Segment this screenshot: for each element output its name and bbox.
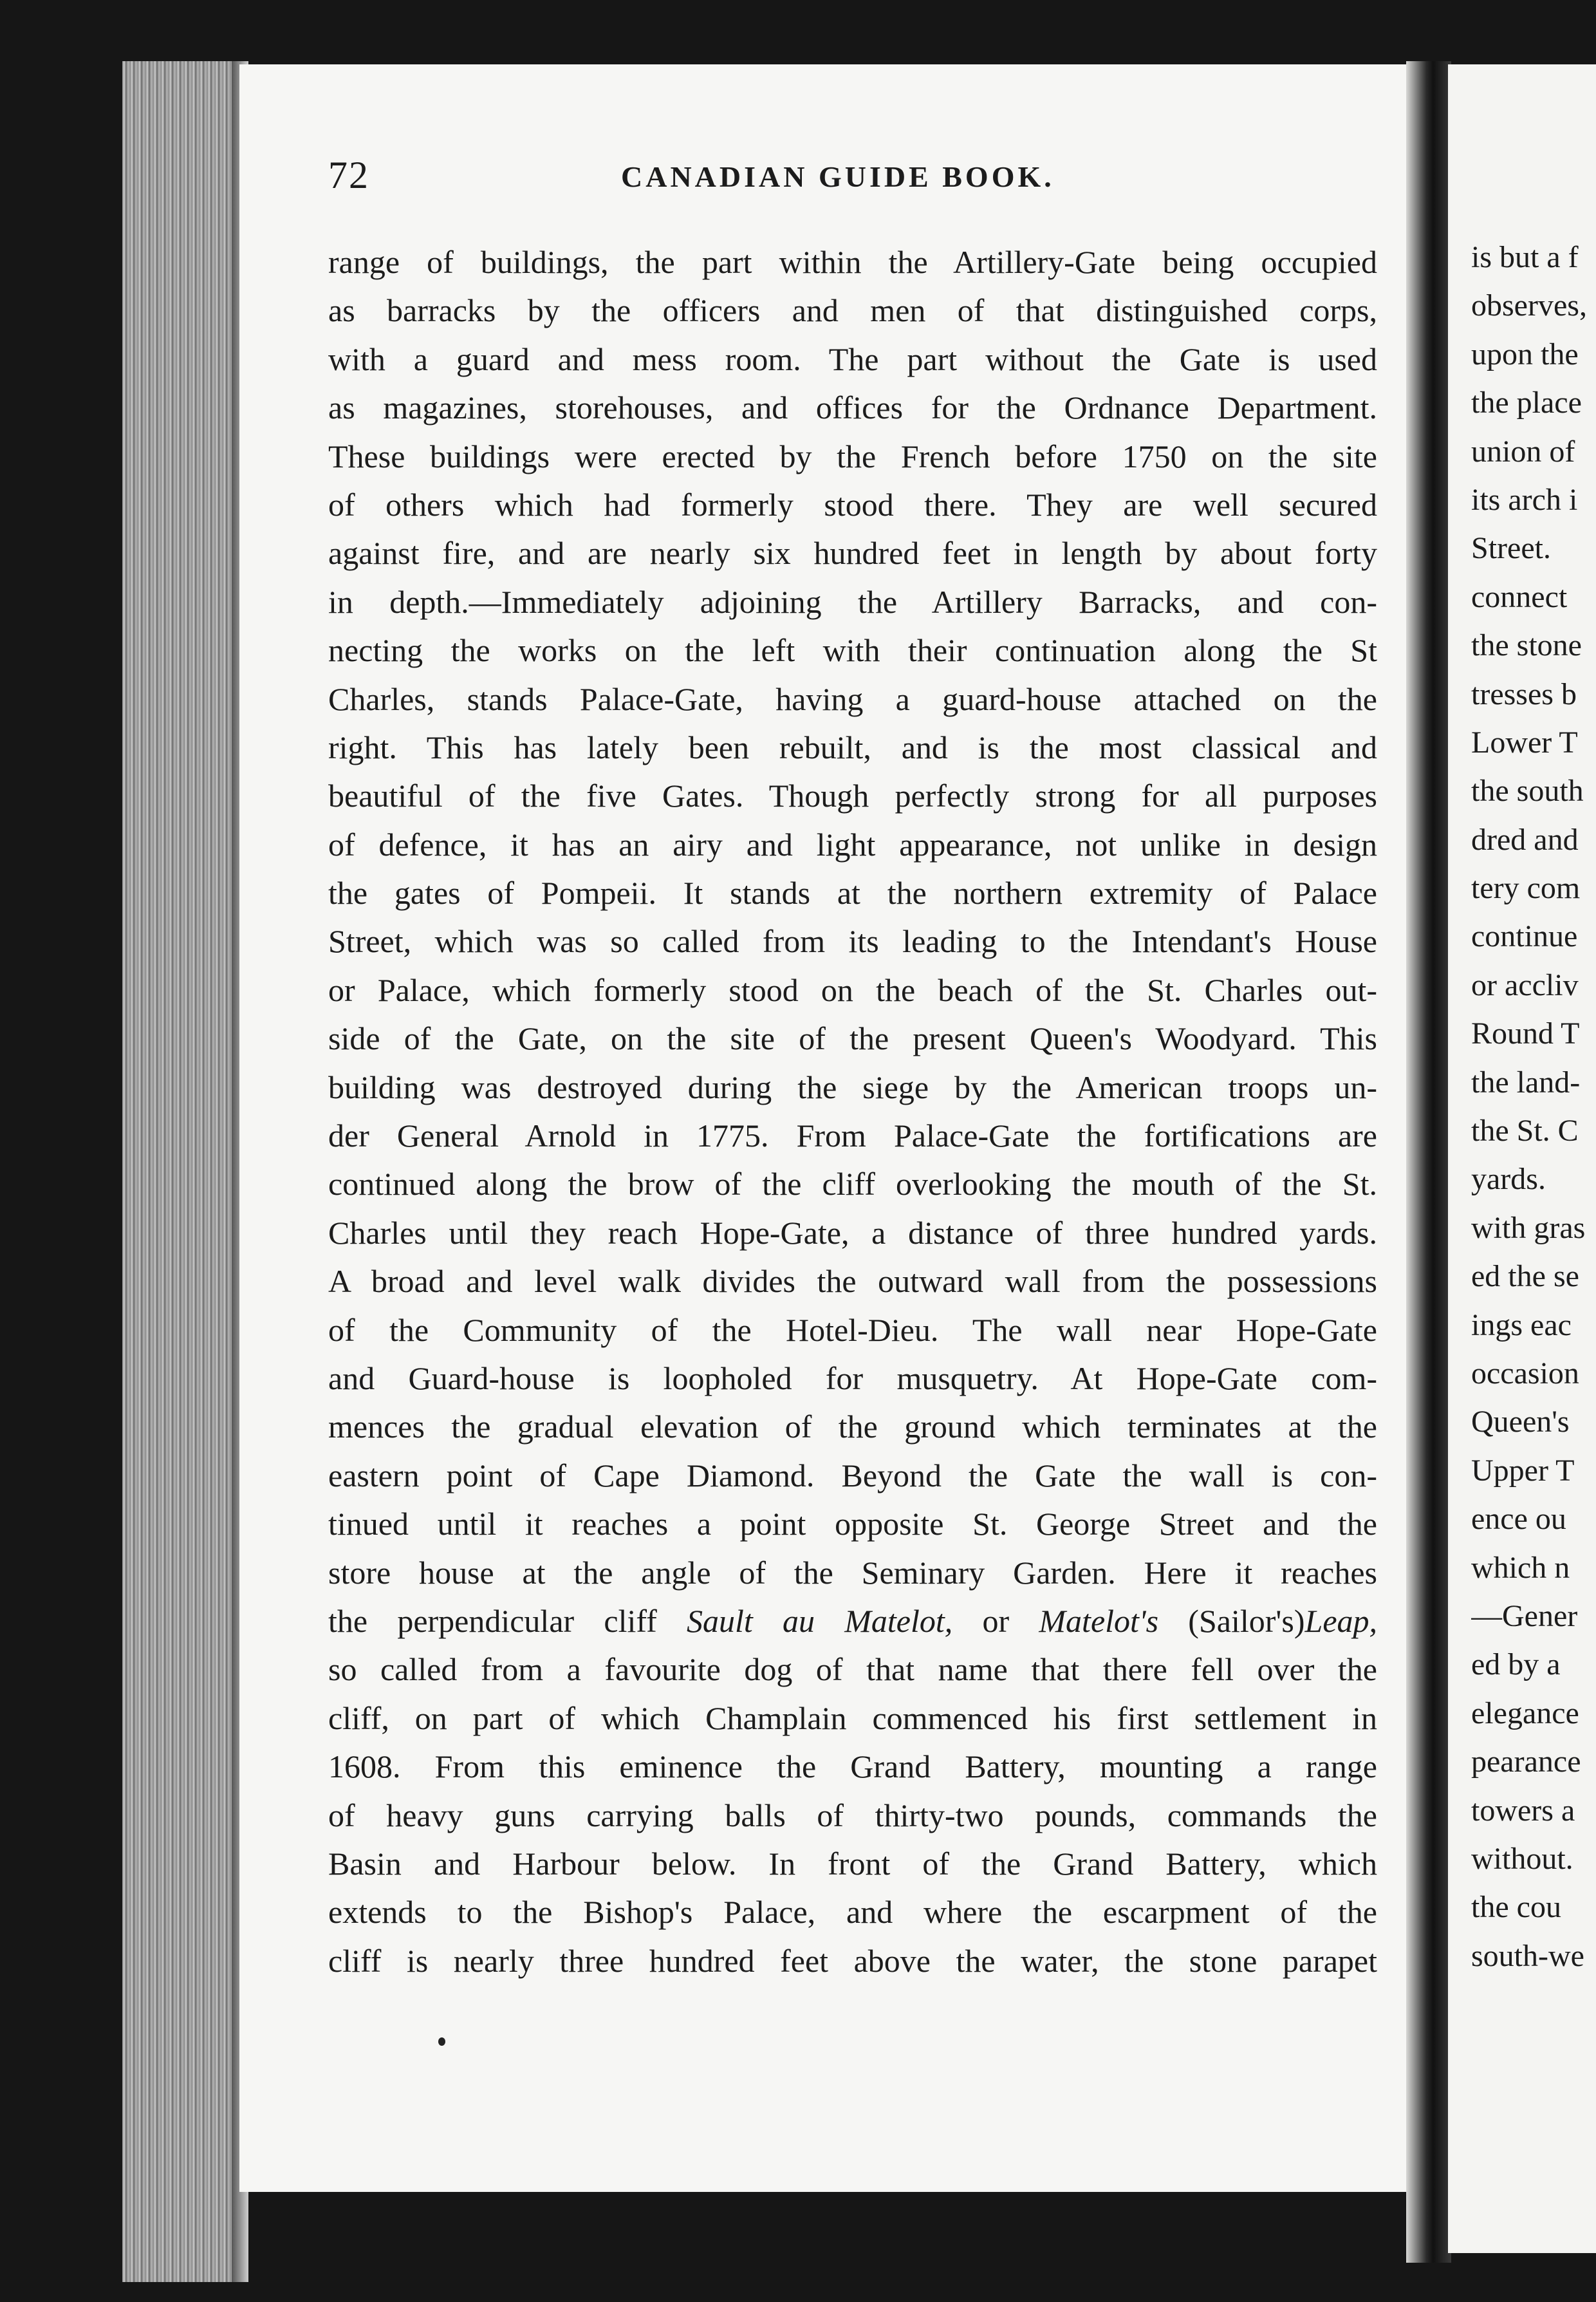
- text-line: continued along the brow of the cliff overlooking the mouth of the St.: [328, 1166, 1377, 1202]
- right-page-line: pearance: [1471, 1745, 1581, 1779]
- text-line: of heavy guns carrying balls of thirty-two pounds, commands the: [328, 1797, 1377, 1833]
- text-line: as barracks by the officers and men of that distinguished corps,: [328, 292, 1377, 329]
- right-page-line: tery com: [1471, 871, 1581, 906]
- text-line: extends to the Bishop's Palace, and where the escarpment of the: [328, 1894, 1377, 1931]
- right-page-line: elegance: [1471, 1696, 1579, 1730]
- right-page-line: Lower T: [1471, 725, 1578, 760]
- right-page-line: the St. C: [1471, 1114, 1579, 1148]
- text-line: with a guard and mess room. The part without the Gate is used: [328, 341, 1377, 377]
- text-line: Charles, stands Palace-Gate, having a guard-house attached on the: [328, 680, 1377, 717]
- right-page-line: the place: [1471, 386, 1582, 420]
- right-page-line: ed by a: [1471, 1647, 1561, 1682]
- right-page-line: the cou: [1471, 1890, 1561, 1925]
- right-page-text: [1471, 233, 1596, 1980]
- right-page-line: connect: [1471, 579, 1568, 614]
- text-line: against fire, and are nearly six hundred feet in length by about forty: [328, 535, 1377, 572]
- right-page-line: south-we: [1471, 1938, 1584, 1973]
- italic-phrase: Leap,: [1304, 1602, 1377, 1639]
- line-text: or: [952, 1602, 1039, 1639]
- right-page-line: ings eac: [1471, 1307, 1572, 1342]
- line-text: the perpendicular cliff: [328, 1602, 657, 1639]
- text-line: of others which had formerly stood there. They are well secured: [328, 486, 1377, 523]
- right-page-line: the south: [1471, 774, 1584, 809]
- right-page-line: observes,: [1471, 288, 1587, 323]
- right-page-line: which n: [1471, 1550, 1570, 1585]
- right-page-line: towers a: [1471, 1793, 1575, 1828]
- running-head: CANADIAN GUIDE BOOK.: [621, 160, 1055, 193]
- body-text: [328, 238, 1377, 1985]
- right-page-line: continue: [1471, 919, 1578, 954]
- right-page-line: the land-: [1471, 1065, 1581, 1100]
- page-number: 72: [328, 154, 369, 196]
- text-line: 1608. From this eminence the Grand Battery, mounting a range: [328, 1748, 1377, 1785]
- right-page-line: union of: [1471, 434, 1575, 469]
- right-page-line: —Gener: [1471, 1598, 1578, 1633]
- italic-phrase: Matelot's: [1039, 1602, 1159, 1639]
- text-line: beautiful of the five Gates. Though perfectly strong for all purposes: [328, 778, 1377, 814]
- text-line: cliff is nearly three hundred feet above the water, the stone parapet: [328, 1942, 1377, 1979]
- text-line: building was destroyed during the siege by the American troops un-: [328, 1069, 1377, 1105]
- text-line: or Palace, which formerly stood on the beach of the St. Charles out-: [328, 971, 1377, 1008]
- right-page-line: with gras: [1471, 1210, 1586, 1245]
- text-line: in depth.—Immediately adjoining the Artillery Barracks, and con-: [328, 583, 1377, 620]
- text-line: [328, 1597, 1377, 1645]
- right-page: [1448, 64, 1596, 2253]
- text-line: These buildings were erected by the French before 1750 on the site: [328, 438, 1377, 474]
- text-line: mences the gradual elevation of the ground which terminates at the: [328, 1408, 1377, 1445]
- right-page-line: Round T: [1471, 1016, 1580, 1051]
- right-page-line: or accliv: [1471, 968, 1579, 1002]
- right-page-line: occasion: [1471, 1356, 1579, 1390]
- right-page-line: without.: [1471, 1841, 1573, 1876]
- text-line: eastern point of Cape Diamond. Beyond the Gate the wall is con-: [328, 1457, 1377, 1493]
- right-page-line: Upper T: [1471, 1453, 1575, 1488]
- page-header: [328, 153, 1387, 205]
- right-page-line: is but a f: [1471, 240, 1579, 274]
- stray-ink-mark: [438, 2037, 445, 2046]
- text-line: der General Arnold in 1775. From Palace-Gate the fortifications are: [328, 1118, 1377, 1154]
- right-page-line: dred and: [1471, 822, 1579, 857]
- right-page-line: yards.: [1471, 1162, 1546, 1197]
- text-line: Street, which was so called from its leading to the Intendant's House: [328, 923, 1377, 960]
- text-line: the gates of Pompeii. It stands at the northern extremity of Palace: [328, 875, 1377, 912]
- right-page-line: Queen's: [1471, 1405, 1570, 1439]
- text-line: store house at the angle of the Seminary Garden. Here it reaches: [328, 1554, 1377, 1591]
- text-line: tinued until it reaches a point opposite St. George Street and the: [328, 1506, 1377, 1542]
- text-line: so called from a favourite dog of that name that there fell over the: [328, 1651, 1377, 1688]
- text-line: of defence, it has an airy and light appearance, not unlike in design: [328, 826, 1377, 863]
- text-line: Charles until they reach Hope-Gate, a distance of three hundred yards.: [328, 1214, 1377, 1251]
- book-gutter: [1406, 61, 1451, 2263]
- right-page-line: ed the se: [1471, 1259, 1579, 1294]
- line-text: (Sailor's): [1158, 1602, 1305, 1639]
- text-line: A broad and level walk divides the outward wall from the possessions: [328, 1263, 1377, 1300]
- right-page-line: upon the: [1471, 337, 1579, 371]
- text-line: of the Community of the Hotel-Dieu. The wall near Hope-Gate: [328, 1311, 1377, 1348]
- text-line: range of buildings, the part within the Artillery-Gate being occupied: [328, 244, 1377, 280]
- book-page-edges: [122, 61, 238, 2282]
- text-line: right. This has lately been rebuilt, and is the most classical and: [328, 729, 1377, 765]
- text-line: and Guard-house is loopholed for musquetry. At Hope-Gate com-: [328, 1360, 1377, 1396]
- right-page-line: ence ou: [1471, 1502, 1566, 1537]
- text-line: as magazines, storehouses, and offices for the Ordnance Department.: [328, 389, 1377, 426]
- right-page-line: tresses b: [1471, 677, 1577, 711]
- italic-phrase: Sault au Matelot,: [687, 1602, 953, 1639]
- text-line: Basin and Harbour below. In front of the Grand Battery, which: [328, 1845, 1377, 1882]
- text-line: necting the works on the left with their continuation along the St: [328, 632, 1377, 669]
- right-page-line: Street.: [1471, 531, 1551, 566]
- right-page-line: its arch i: [1471, 482, 1578, 517]
- right-page-line: the stone: [1471, 628, 1582, 663]
- text-line: cliff, on part of which Champlain commenced his first settlement in: [328, 1699, 1377, 1736]
- text-line: side of the Gate, on the site of the present Queen's Woodyard. This: [328, 1020, 1377, 1057]
